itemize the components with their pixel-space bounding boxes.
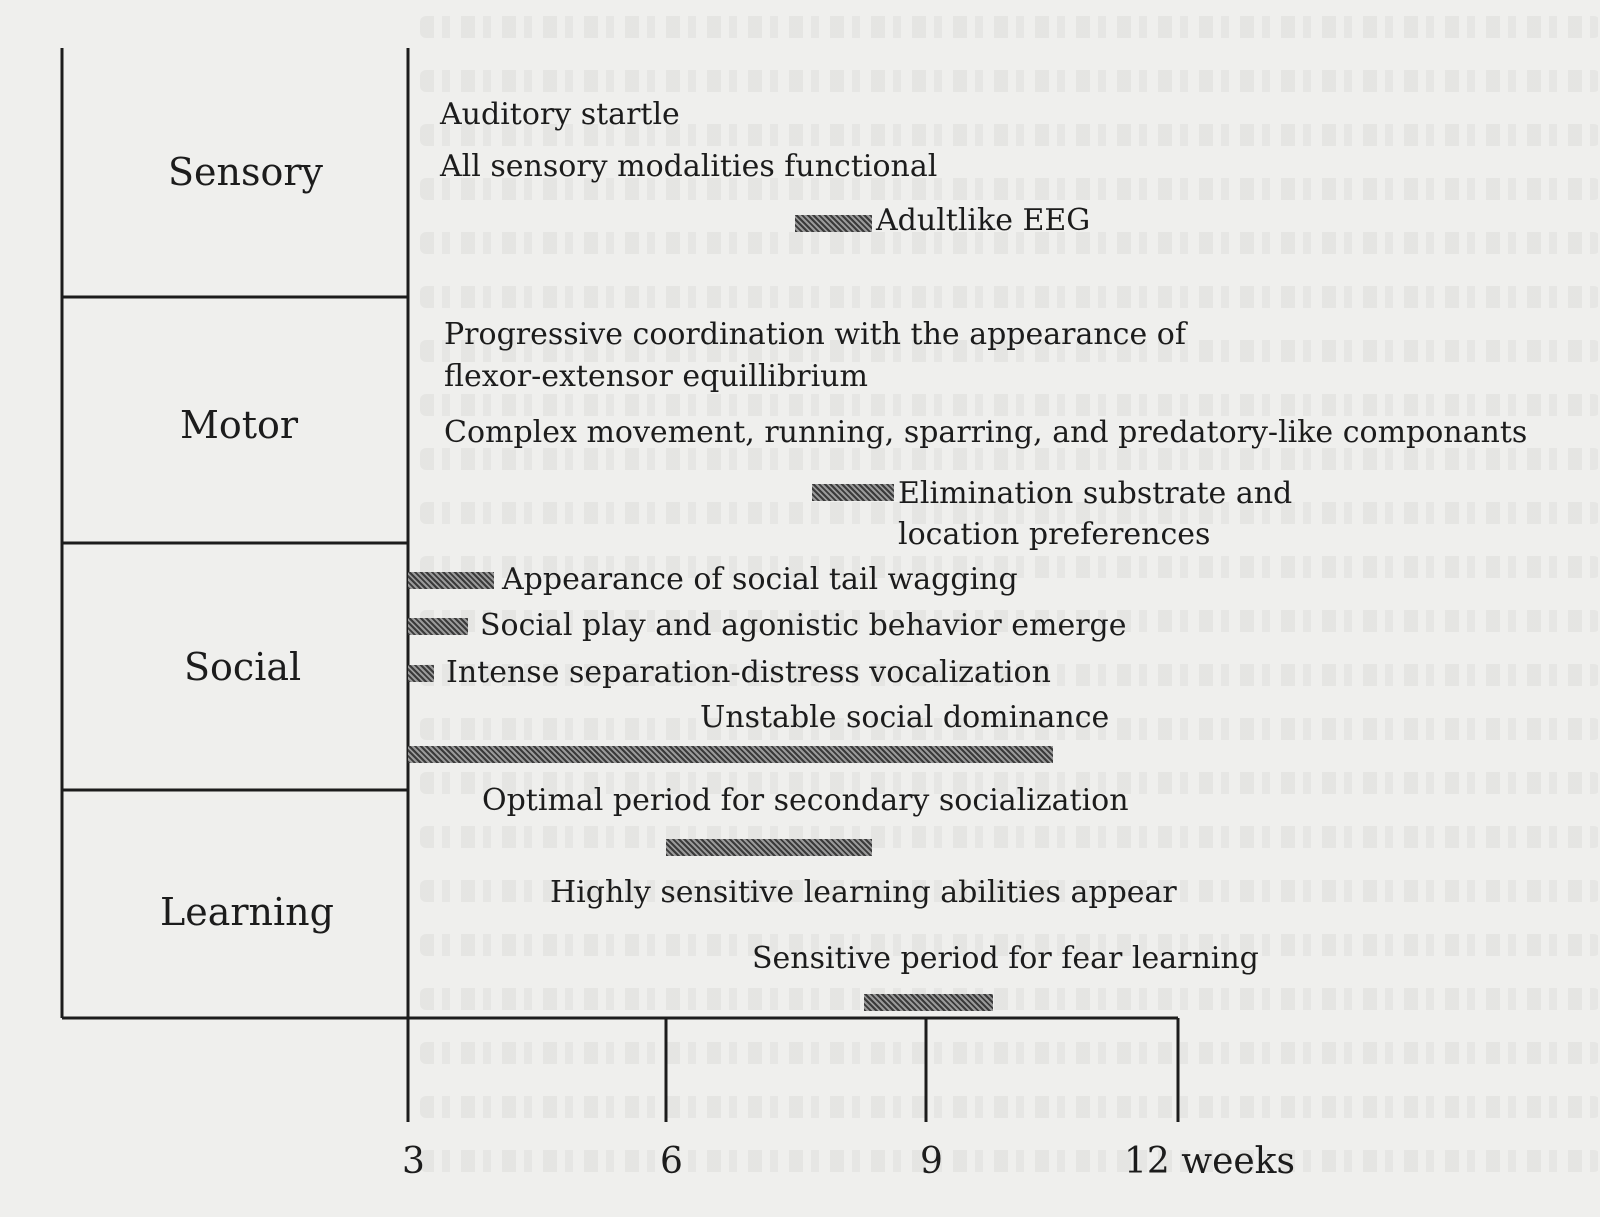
label-progressive-coordination-line2: flexor-extensor equillibrium	[444, 359, 868, 394]
label-elimination-line2: location preferences	[898, 517, 1211, 552]
label-auditory-startle: Auditory startle	[440, 97, 680, 132]
label-all-sensory-modalities: All sensory modalities functional	[440, 149, 938, 184]
tick-label-3: 3	[402, 1141, 425, 1182]
section-social: Social	[184, 645, 302, 689]
label-sensitive-learning: Highly sensitive learning abilities appear	[550, 875, 1177, 910]
bar-social-play	[408, 618, 468, 635]
label-social-tail-wagging: Appearance of social tail wagging	[502, 562, 1018, 597]
bar-elimination-preferences	[812, 484, 894, 501]
label-separation-distress: Intense separation-distress vocalization	[446, 655, 1051, 690]
bar-adultlike-eeg	[795, 215, 872, 232]
label-social-play: Social play and agonistic behavior emerge	[480, 608, 1127, 643]
label-progressive-coordination-line1: Progressive coordination with the appearance of	[444, 317, 1186, 352]
bar-social-tail-wagging	[408, 572, 494, 589]
section-learning: Learning	[160, 890, 334, 934]
section-motor: Motor	[180, 403, 299, 447]
label-fear-learning: Sensitive period for fear learning	[752, 941, 1259, 976]
section-sensory: Sensory	[168, 150, 324, 194]
bar-secondary-socialization	[666, 839, 872, 856]
label-elimination-line1: Elimination substrate and	[898, 476, 1293, 511]
label-adultlike-eeg: Adultlike EEG	[876, 203, 1091, 238]
bar-unstable-social-dominance	[408, 746, 1053, 763]
tick-label-6: 6	[660, 1141, 683, 1182]
label-complex-movement: Complex movement, running, sparring, and predatory-like componants	[444, 415, 1528, 450]
tick-label-12-weeks: 12 weeks	[1124, 1141, 1295, 1182]
label-unstable-social-dominance: Unstable social dominance	[700, 700, 1110, 735]
label-secondary-socialization: Optimal period for secondary socialization	[482, 783, 1129, 818]
bar-fear-learning	[864, 994, 993, 1011]
bar-separation-distress	[408, 665, 434, 682]
tick-label-9: 9	[920, 1141, 943, 1182]
